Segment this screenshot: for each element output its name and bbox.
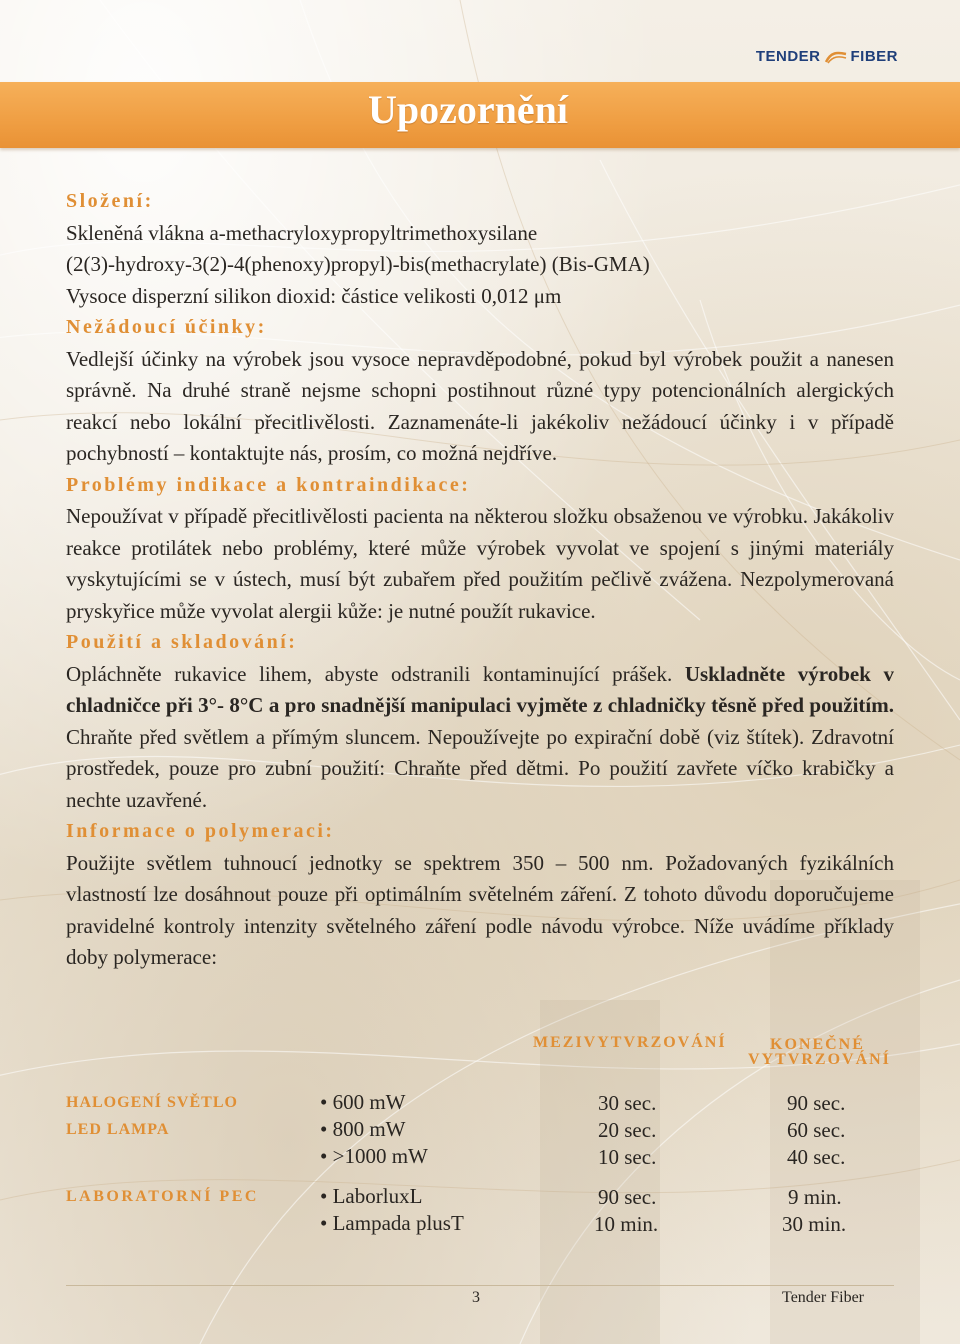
table-row-device: • LaborluxL	[320, 1184, 423, 1208]
logo-text-right: FIBER	[850, 48, 898, 65]
column-header-mezivytvrzovani: MEZIVYTVRZOVÁNÍ	[533, 1034, 727, 1051]
row-label-lab: LABORATORNÍ PEC	[66, 1188, 259, 1205]
pouziti-text-bold: Uskladněte výrobek v chladničce při 3°- 8°C a pro snadnější manipulaci vyjměte z chladničky těsně před použitím.	[66, 661, 895, 717]
pouziti-text-a: Opláchněte rukavice lihem, abyste odstranili kontaminující prášek.	[66, 661, 685, 686]
page-title: Upozornění	[368, 87, 568, 132]
table-row-device: • 600 mW	[320, 1090, 406, 1114]
table-row-mezi: 10 sec.	[598, 1145, 657, 1169]
slozeni-line-1: Skleněná vlákna a-methacryloxypropyltrimethoxysilane	[66, 220, 538, 245]
heading-pouziti: Použití a skladování:	[66, 631, 298, 653]
heading-problemy: Problémy indikace a kontraindikace:	[66, 473, 471, 496]
page-number: 3	[472, 1289, 480, 1306]
row-label-halogen: HALOGENÍ SVĚTLO	[66, 1094, 238, 1111]
heading-nezadouci: Nežádoucí účinky:	[66, 316, 267, 338]
heading-slozeni: Složení:	[66, 190, 154, 212]
footer-divider	[66, 1285, 894, 1286]
table-row-mezi: 20 sec.	[598, 1118, 657, 1142]
footer-brand: Tender Fiber	[782, 1289, 864, 1306]
column-header-konecne: KONEČNÉ	[770, 1036, 865, 1053]
main-content	[66, 186, 894, 974]
table-row-device: • >1000 mW	[320, 1144, 428, 1168]
table-row-device: • Lampada plusT	[320, 1211, 464, 1235]
column-header-vytvrzovani: VYTVRZOVÁNÍ	[748, 1051, 891, 1068]
slozeni-line-3: Vysoce disperzní silikon dioxid: částice velikosti 0,012 μm	[66, 283, 562, 308]
slozeni-line-2: (2(3)-hydroxy-3(2)-4(phenoxy)propyl)-bis(methacrylate) (Bis-GMA)	[66, 252, 650, 276]
pouziti-text-b: Chraňte před světlem a přímým sluncem. Nepoužívejte po expirační době (viz štítek). Zdravotní prostředek, pouze pro zubní použití: Chraňte před dětmi. Po použití zavřete víčko krabičky a nechte uzavřené.	[66, 724, 894, 812]
problemy-text: Nepoužívat v případě přecitlivělosti pacienta na některou složku obsaženou ve výrobku. Jakákoliv reakce protilátek nebo problémy, které může výrobek vyvolat ve spojení s jinými materiály vyskytujícími se v ústech, musí být zubařem před použitím pečlivě zvážena. Nezpolymerovaná pryskyřice může vyvolat alergii kůže: je nutné použít rukavice.	[66, 504, 894, 623]
table-row-konecne: 60 sec.	[787, 1118, 846, 1142]
heading-informace: Informace o polymeraci:	[66, 820, 335, 842]
table-row-konecne: 30 min.	[782, 1212, 847, 1236]
table-row-konecne: 40 sec.	[787, 1145, 846, 1169]
table-row-konecne: 90 sec.	[787, 1091, 846, 1115]
logo-swirl-icon	[825, 50, 847, 64]
table-row-mezi: 90 sec.	[598, 1185, 657, 1209]
nezadouci-text: Vedlejší účinky na výrobek jsou vysoce nepravděpodobné, pokud byl výrobek použit a nanesen správně. Na druhé straně nejsme schopni postihnout různé typy potencionálních alergických reakcí nebo lokální přecitlivělosti. Zaznamenáte-li jakékoliv nežádoucí účinky i v případě pochybností – kontaktujte nás, prosím, co možná nejdříve.	[66, 346, 894, 465]
pouziti-text	[66, 659, 894, 817]
brand-logo	[756, 48, 898, 65]
logo-text-left: TENDER	[755, 48, 821, 65]
informace-text: Použijte světlem tuhnoucí jednotky se spektrem 350 – 500 nm. Požadovaných fyzikálních vlastností lze dosáhnout pouze při optimálním světelném záření. Z tohoto důvodu doporučujeme pravidelné kontroly intenzity světelného záření podle návodu výrobce. Níže uvádíme příklady doby polymerace:	[66, 850, 894, 969]
title-banner	[0, 82, 960, 148]
table-row-mezi: 30 sec.	[598, 1091, 657, 1115]
table-row-device: • 800 mW	[320, 1117, 406, 1141]
row-label-led: LED LAMPA	[66, 1121, 170, 1138]
table-row-konecne: 9 min.	[788, 1185, 842, 1209]
table-row-mezi: 10 min.	[594, 1212, 659, 1236]
